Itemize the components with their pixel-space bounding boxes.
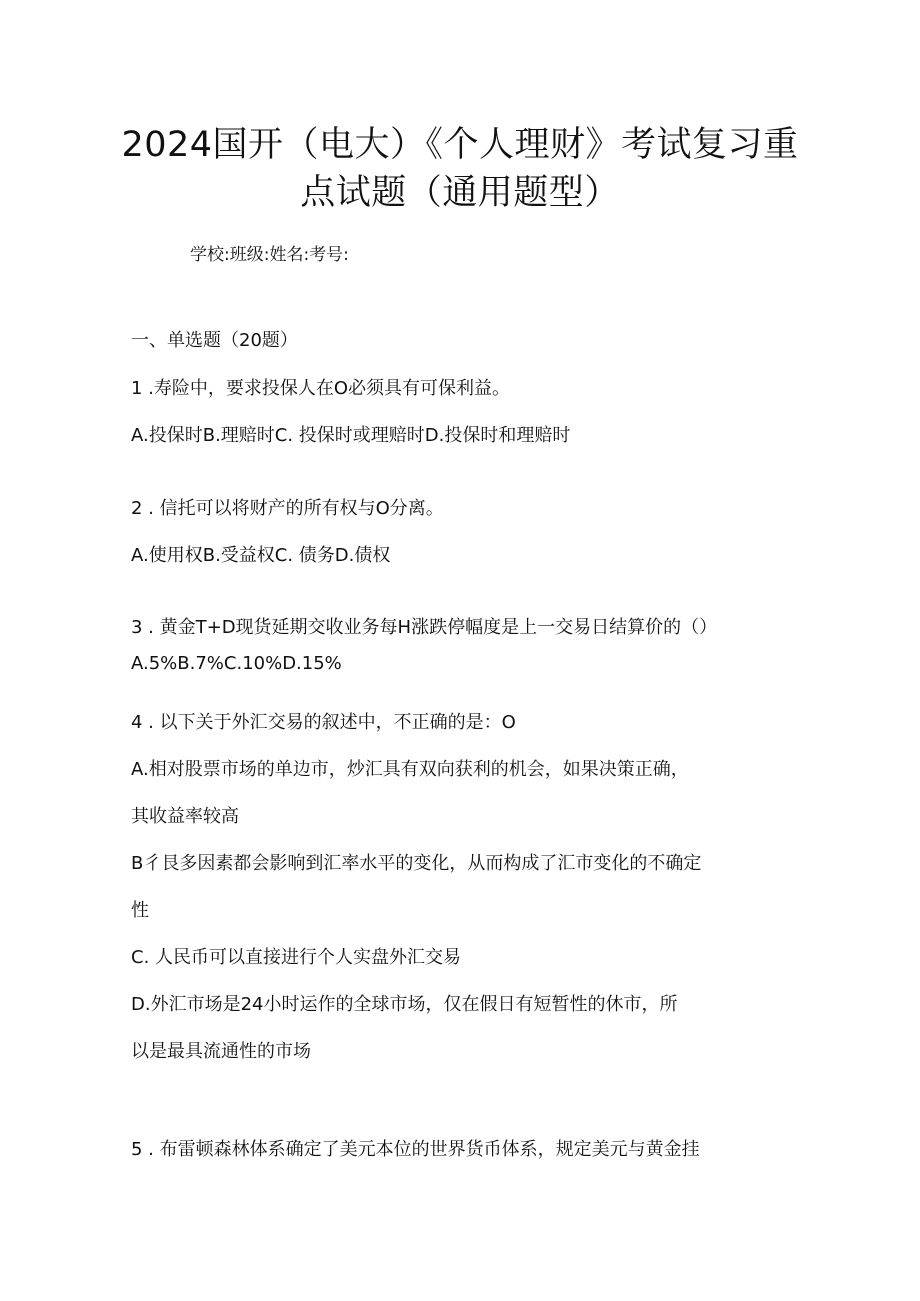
- question-3-options: A.5%B.7%C.10%D.15%: [131, 653, 342, 674]
- question-4-text: 4 . 以下关于外汇交易的叙述中，不正确的是：O: [131, 712, 516, 733]
- question-1-text: 1 .寿险中，要求投保人在O必须具有可保利益。: [131, 378, 511, 399]
- question-4-option-a-line-1: A.相对股票市场的单边市，炒汇具有双向获利的机会，如果决策正确，: [131, 759, 689, 780]
- question-4-option-d-line-2: 以是最具流通性的市场: [131, 1041, 311, 1062]
- section-heading: 一、单选题（20题）: [131, 330, 298, 351]
- question-1-options: A.投保时B.理赔时C. 投保时或理赔时D.投保时和理赔时: [131, 425, 571, 446]
- question-4-option-a-line-2: 其收益率较高: [131, 806, 239, 827]
- question-2-text: 2 . 信托可以将财产的所有权与O分离。: [131, 498, 444, 519]
- document-title-line-1: 2024国开（电大）《个人理财》考试复习重: [121, 125, 799, 165]
- question-4-option-b-line-2: 性: [131, 900, 149, 921]
- question-4-option-c: C. 人民币可以直接进行个人实盘外汇交易: [131, 947, 462, 968]
- question-4-option-d-line-1: D.外汇市场是24小时运作的全球市场，仅在假日有短暂性的休市，所: [131, 994, 678, 1015]
- document-title-line-2: 点试题（通用题型）: [300, 173, 620, 213]
- student-info-fields: 学校:班级:姓名:考号:: [190, 245, 349, 265]
- question-5-text: 5 . 布雷顿森林体系确定了美元本位的世界货币体系，规定美元与黄金挂: [131, 1139, 700, 1160]
- question-2-options: A.使用权B.受益权C. 债务D.债权: [131, 545, 391, 566]
- question-4-option-b-line-1: B彳艮多因素都会影响到汇率水平的变化，从而构成了汇市变化的不确定: [131, 853, 702, 874]
- question-3-text: 3 . 黄金T+D现货延期交收业务每H涨跌停幅度是上一交易日结算价的（）: [131, 617, 718, 638]
